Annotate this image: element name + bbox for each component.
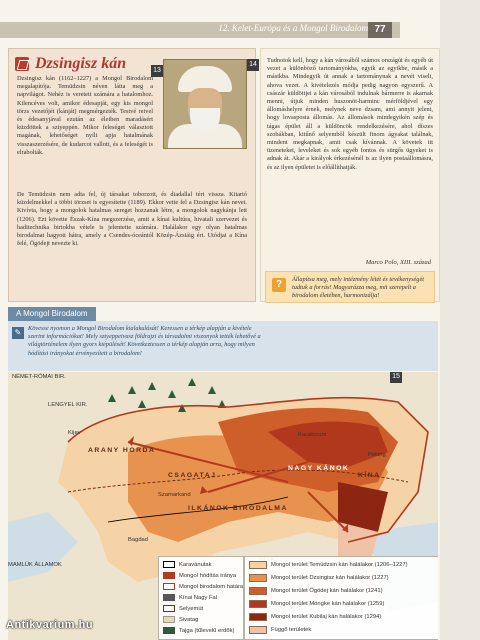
map-label: Peking (368, 452, 386, 458)
period-swatch (249, 613, 267, 621)
biography-text-bottom: De Temüdzsin nem adta fel, új társakat toborzott, és diadallal tért vissza. Kitartó küzdelmekkel a többi törzset is egyesítette (1189). Ekkor vette fel a Dzsingisz kán nevet. Kivívta, hogy a mongolok hatalmas sereget hozzanak létre, a mongolok nagykánja lett (1206). Ezt követte Észak-Kína megszerzése, amit a kínai kultúra, hivatali szervezet és haditechnika birtokba vétele is jelentette számára. Halálakor egy olyan hatalmas birodalmat hagyott hátra, amely a Csendes-óceántól Közép-Ázsiáig ért. Utódjai a Kína felé, Ögödejt nevezte ki. (17, 191, 247, 248)
period-swatch (249, 574, 267, 582)
source-box (249, 48, 440, 302)
chapter-title: 12. Kelet-Európa és a Mongol Birodalom (218, 23, 368, 33)
map-label: MAMLÚK ÁLLAMOK (8, 562, 62, 568)
page-edge-shadow (440, 0, 480, 640)
legend-label: Mongol hódítás iránya (179, 572, 237, 579)
page-header (0, 22, 400, 38)
map-label: ILKÁNOK BIRODALMA (188, 505, 288, 512)
legend-label: Karavánutak (179, 561, 212, 568)
taiga-swatch (163, 627, 175, 634)
empire-border-swatch (163, 583, 175, 590)
legend-label: Selyemút (179, 605, 204, 612)
page-number: 77 (368, 22, 392, 38)
legend-label: Függő területek (271, 627, 312, 633)
legend-label: Sivatag (179, 616, 199, 623)
desert-swatch (163, 616, 175, 623)
question-text: Állapítsa meg, mely intézmény létét és tevékenységét tudtuk a forrás! Magyarázza meg, mit szerepelt a birodalom életében, harmonizálja! (292, 276, 425, 299)
legend-label: Mongol terület Kubilaj kán halálakor (1294) (271, 614, 382, 620)
figure-number-badge: 15 (390, 372, 402, 383)
source-text: Tudnotok kell, hogy a kán városából számos országút és egyéb út vezet a különböző tartományokba, egyik az egyikbe, másik a másikba. Mindegyik út annak a tartománynak a nevét viseli, ahova vezet. A kivételezés módja pedig nagyon egyszerű. A császár küldöttjei a kán városából indulnak bármerre is akarnak menni, útjuk minden huszonöt-harminc mérföldjével egy állomáshelyre érnek, melynek neve dzsam, ami annyit jelent, hogy lovasposta állomás. Az állomások mindegyikén szép és tágas épület áll a küldöncök rendelkezésére, ahol díszes szobákban, kitűnő selyemből készült finom ágyakat találnak, mindent megkapnak, amit csak kívánnak. A követek itt üzeneteket, leveleket és sok egyéb fontos és sürgős ügyeket is adnak át. Akár a királyok érkezésénél is az ilyen postaállomásra, és az ilyen épületet is előállíthatják. (267, 57, 433, 171)
period-swatch (249, 587, 267, 595)
conquest-direction-swatch (163, 572, 175, 579)
silk-road-swatch (163, 605, 175, 612)
figure-number-badge: 14 (247, 59, 259, 71)
figure-number-badge: 13 (151, 65, 163, 77)
map-label: Bagdad (128, 537, 148, 543)
pencil-icon: ✎ (12, 327, 24, 339)
question-icon: ? (272, 278, 286, 292)
biography-title-row (15, 55, 126, 73)
legend-label: Kínai Nagy Fal (179, 594, 218, 601)
book-icon (15, 57, 29, 71)
section-text: Kövesse nyomon a Mongol Birodalom kialakulását! Keressen a térkép alapján a kivétele szerint információkat! Mely sztyeppeivasz földrajzi és társadalmi viszonyok tették lehetővé a világtörténelem ilyen gyors kiépülését! Következtessen a térkép alapján arra, hogy milyen hódítási irányokat érvényesített a birodalom! (28, 325, 261, 357)
map-label: ARANY HORDA (88, 447, 156, 454)
map-label: Szamarkand (158, 492, 191, 498)
map-section (8, 307, 438, 370)
biography-title: Dzsingisz kán (35, 55, 127, 72)
legend-label: Tajga (tűlevelű erdők) (179, 627, 235, 634)
biography-box (8, 48, 256, 302)
great-wall-swatch (163, 594, 175, 601)
legend-label: Mongol birodalom határa (179, 583, 244, 590)
portrait-image (163, 59, 247, 149)
map-legend-periods (244, 556, 438, 640)
legend-label: Mongol terület Ögödej kán halálakor (1241) (271, 588, 383, 594)
map-label: KÍNA (358, 472, 381, 479)
historical-map (8, 372, 438, 640)
section-title: A Mongol Birodalom (8, 307, 96, 321)
legend-label: Mongol terület Möngke kán halálakor (1259) (271, 601, 385, 607)
map-label: Kijev (68, 430, 81, 436)
legend-label: Mongol terület Dzsingisz kán halálakor (1227) (271, 575, 389, 581)
map-label: CSAGATAJ (168, 472, 217, 479)
watermark-text: Antikvarium.hu (6, 619, 94, 631)
map-label: NAGY KÁNOK (288, 465, 350, 472)
section-body (8, 321, 438, 371)
map-label: LENGYEL KIR. (48, 402, 88, 408)
biography-text-top: Dzsingisz kán (1162–1227) a Mongol Birodalom megalapítója. Temüdzsin néven látta meg a napvilágot. Nehéz is veretett számára a hatalomhoz. Kilencéves volt, amikor édesapját, egy kis mongol törzs vezetőjét (kánját) megmérgezték. Testvé reivel és édesanyjával ezután az életben maradásért küzdöttek a sztyeppén. Mikor feleséget választott magának, lehetőséget nyílt apja hatalmának visszaszerzésére, de kudarcot vallott, és a feleségét is elrabolták. (17, 75, 153, 156)
map-label: NÉMET-RÓMAI BIR. (12, 374, 66, 380)
question-box (265, 271, 435, 303)
map-legend-symbols (158, 556, 244, 640)
period-swatch (249, 600, 267, 608)
source-author: Marco Polo, XIII. század (365, 259, 431, 266)
map-label: Karakorum (298, 432, 327, 438)
period-swatch (249, 561, 267, 569)
caravan-route-swatch (163, 561, 175, 568)
period-swatch (249, 626, 267, 634)
legend-label: Mongol terület Temüdzsin kán halálakor (1206–1227) (271, 562, 408, 568)
